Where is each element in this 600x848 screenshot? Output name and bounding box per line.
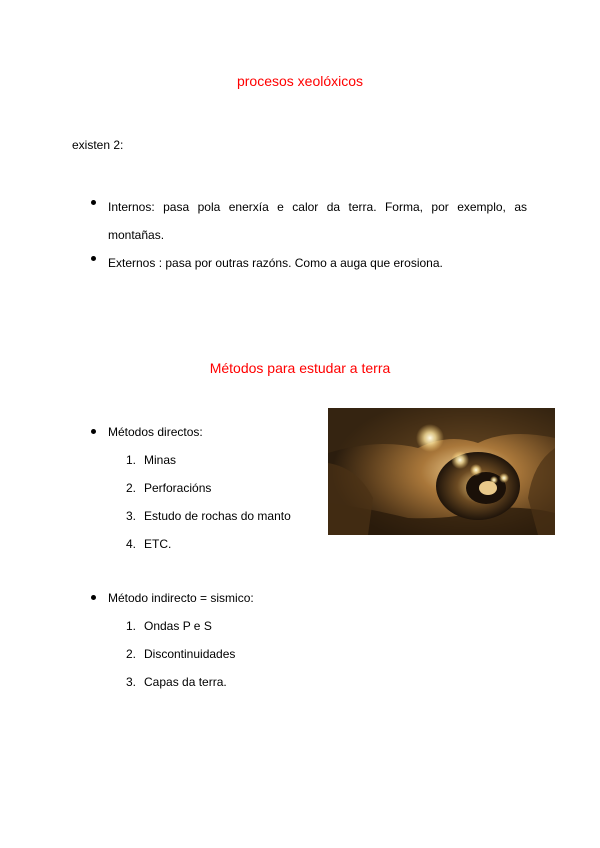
direct-methods-text: Métodos directos:: [108, 425, 203, 439]
list-item-line2: montañas.: [108, 228, 165, 242]
mine-tunnel-photo: [328, 408, 555, 535]
list-item-line1: Internos: pasa pola enerxía e calor da terra. Forma, por exemplo, as: [108, 200, 527, 214]
intro-text: existen 2:: [72, 138, 124, 152]
item-number: 3.: [126, 675, 137, 689]
list-item: [126, 453, 291, 481]
list-item: [90, 249, 527, 277]
item-text: ETC.: [144, 537, 172, 551]
process-list: [90, 193, 527, 277]
item-number: 2.: [126, 481, 137, 495]
section-title: Métodos para estudar a terra: [209, 360, 391, 376]
list-item: [126, 481, 291, 509]
indirect-methods-text: Método indirecto = sismico:: [108, 591, 254, 605]
item-text: Estudo de rochas do manto: [144, 509, 291, 523]
page-title: procesos xeolóxicos: [236, 73, 364, 89]
bullet-dot: [91, 595, 96, 600]
indirect-methods-list: [126, 619, 235, 703]
item-number: 1.: [126, 619, 137, 633]
item-text: Discontinuidades: [144, 647, 236, 661]
list-item: [126, 509, 291, 537]
item-text: Perforacións: [144, 481, 212, 495]
item-text: Capas da terra.: [144, 675, 227, 689]
list-item: [126, 647, 235, 675]
list-item: [90, 193, 527, 249]
item-number: 3.: [126, 509, 137, 523]
item-number: 1.: [126, 453, 137, 467]
item-text: Minas: [144, 453, 177, 467]
list-item: [126, 675, 235, 703]
item-number: 4.: [126, 537, 137, 551]
direct-methods-list: [126, 453, 291, 565]
list-item: [126, 537, 291, 565]
list-item: [126, 619, 235, 647]
bullet-dot: [91, 429, 96, 434]
list-item-text: Externos : pasa por outras razóns. Como a auga que erosiona.: [108, 256, 443, 270]
item-text: Ondas P e S: [144, 619, 212, 633]
item-number: 2.: [126, 647, 137, 661]
